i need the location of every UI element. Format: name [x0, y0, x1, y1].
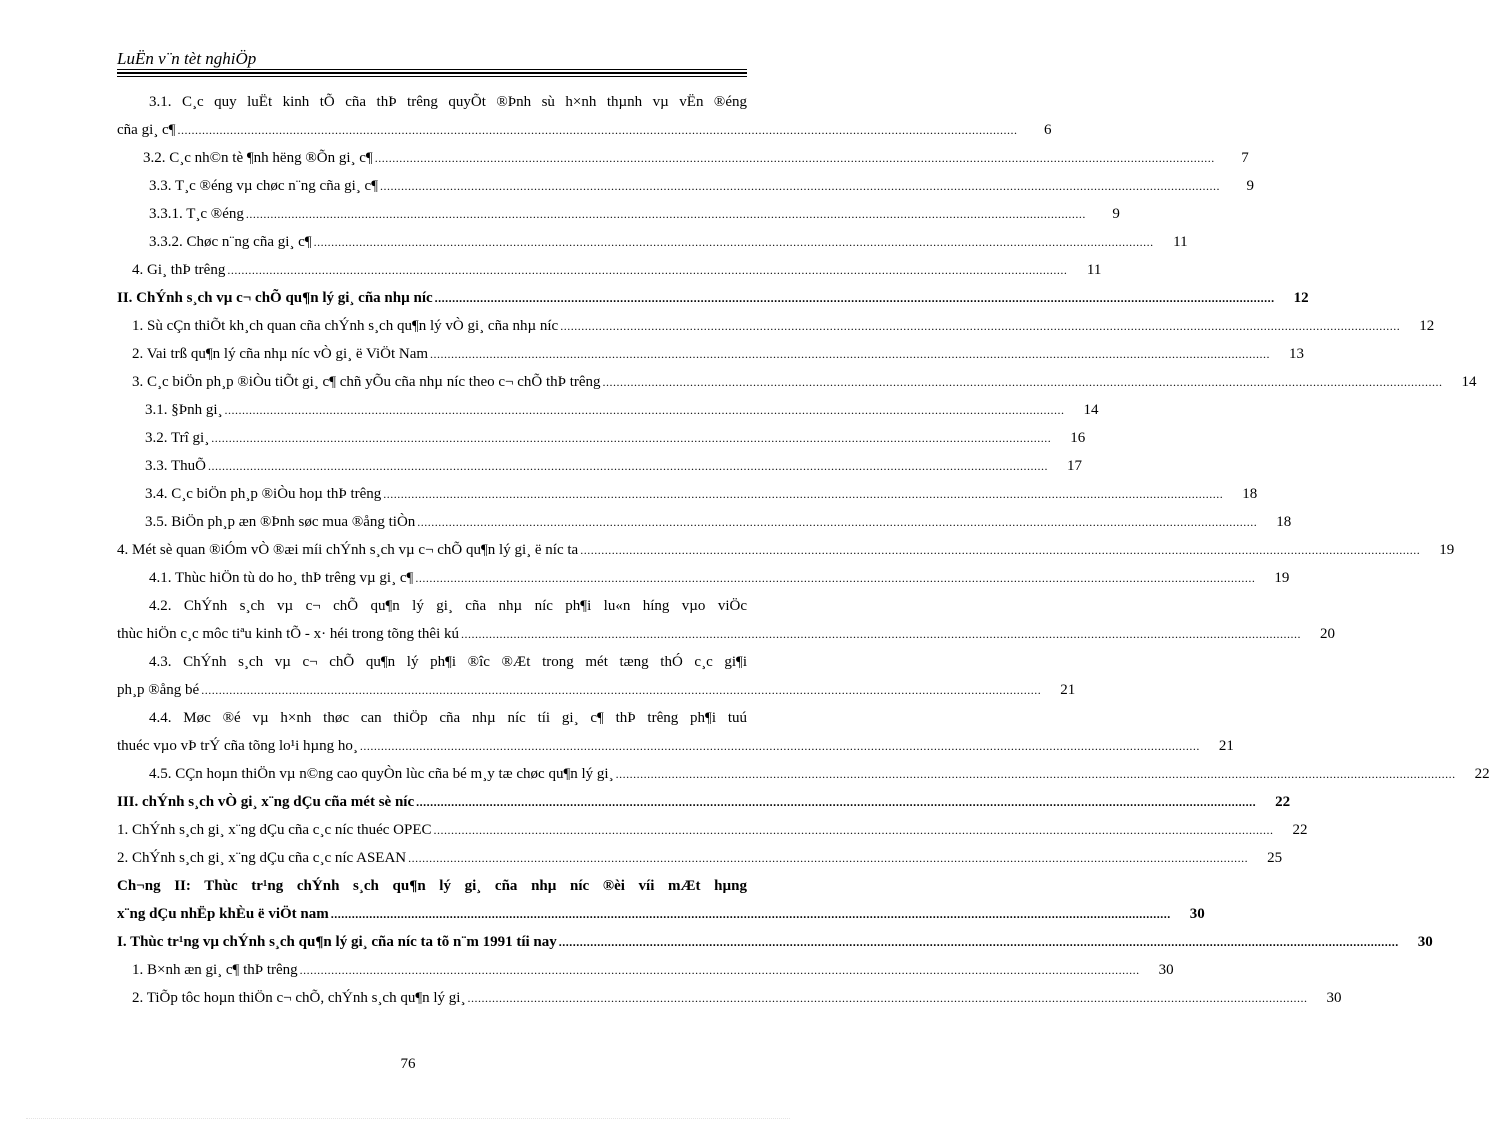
toc-dot-leader: ................................................................................................................................................................................................................................................: [416, 795, 1257, 809]
toc-page-number: 21: [1060, 682, 1076, 698]
toc-dot-leader: ................................................................................................................................................................................................................................................: [201, 683, 1042, 697]
toc-entry-line: [117, 760, 1490, 788]
toc-entry: [117, 788, 1291, 816]
toc-entry: [117, 452, 1082, 480]
toc-entry-text: 3.4. C¸c biÖn ph¸p ®iÒu hoµ thÞ trêng: [145, 486, 382, 502]
toc-page-number: 19: [1274, 570, 1290, 586]
toc-entry: [117, 872, 1205, 928]
toc-entry-text: 2. ChÝnh s¸ch gi¸ x¨ng dÇu cña c¸c níc ASEAN: [117, 850, 407, 866]
toc-entry-text: ph¸p ®ång bé: [117, 682, 200, 698]
toc-entry-text: thuéc vµo vÞ trÝ cña tõng lo¹i hµng ho¸: [117, 738, 358, 754]
toc-entry: [117, 536, 1455, 564]
toc-entry-line: [117, 256, 1102, 284]
toc-entry-text: II. ChÝnh s¸ch vµ c¬ chÕ qu¶n lý gi¸ cña nhµ níc: [117, 290, 433, 306]
toc-entry: [117, 256, 1102, 284]
toc-dot-leader: ................................................................................................................................................................................................................................................: [299, 963, 1140, 977]
toc-dot-leader: ................................................................................................................................................................................................................................................: [417, 515, 1258, 529]
toc-entry-line: [117, 312, 1435, 340]
toc-page-number: 30: [1158, 962, 1174, 978]
toc-entry-line: [117, 452, 1082, 480]
toc-entry: [117, 284, 1309, 312]
toc-entry-line: [117, 984, 1342, 1012]
toc-entry-line: [117, 788, 1291, 816]
toc-entry-text: thùc hiÖn c¸c môc tiªu kinh tÕ - x· héi trong tõng thêi kú: [117, 626, 459, 642]
toc-entry-text-first-line: 3.1. C¸c quy luËt kinh tÕ cña thÞ trêng quyÕt ®Þnh sù h×nh thµnh vµ vËn ®éng: [149, 94, 747, 110]
toc-entry-text: 1. B×nh æn gi¸ c¶ thÞ trêng: [132, 962, 298, 978]
toc-entry: [117, 508, 1292, 536]
toc-entry: [117, 648, 1076, 704]
toc-entry-text-first-line: 4.2. ChÝnh s¸ch vµ c¬ chÕ qu¶n lý gi¸ cña nhµ níc ph¶i lu«n híng vµo viÖc: [149, 598, 747, 614]
toc-entry-text: 2. TiÕp tôc hoµn thiÖn c¬ chÕ, chÝnh s¸ch qu¶n lý gi¸: [132, 990, 466, 1006]
toc-entry-line: [117, 900, 1205, 928]
toc-entry-text: cña gi¸ c¶: [117, 122, 176, 138]
toc-entry: [117, 704, 1234, 760]
toc-entry-line: [117, 536, 1455, 564]
toc-entry: [117, 312, 1435, 340]
toc-entry: [117, 844, 1283, 872]
toc-dot-leader: ................................................................................................................................................................................................................................................: [211, 431, 1052, 445]
toc-page-number: 14: [1083, 402, 1099, 418]
toc-dot-leader: ................................................................................................................................................................................................................................................: [558, 935, 1399, 949]
toc-entry: [117, 228, 1188, 256]
toc-entry-line: [117, 676, 1076, 704]
toc-entry-text: 1. Sù cÇn thiÕt kh¸ch quan cña chÝnh s¸ch qu¶n lý vÒ gi¸ cña nhµ níc: [132, 318, 559, 334]
toc-dot-leader: ................................................................................................................................................................................................................................................: [580, 543, 1421, 557]
toc-entry: [117, 816, 1308, 844]
toc-page-number: 7: [1241, 150, 1249, 166]
toc-entry-line: [117, 228, 1188, 256]
toc-entry: [117, 424, 1086, 452]
toc-page-number: 19: [1439, 542, 1455, 558]
toc-page-number: 11: [1086, 262, 1102, 278]
toc-page-number: 18: [1276, 514, 1292, 530]
toc-entry-line: [117, 172, 1254, 200]
toc-page-number: 25: [1267, 850, 1283, 866]
toc-entry-text: 3.1. §Þnh gi¸: [145, 402, 223, 418]
toc-page-number: 30: [1417, 934, 1433, 950]
toc-entry: [117, 200, 1120, 228]
toc-entry-text-first-line: 4.3. ChÝnh s¸ch vµ c¬ chÕ qu¶n lý ph¶i ®îc ®Æt trong mét tæng thÓ c¸c gi¶i: [149, 654, 747, 670]
toc-dot-leader: ................................................................................................................................................................................................................................................: [224, 403, 1065, 417]
toc-entry-text: 4. Mét sè quan ®iÓm vÒ ®æi míi chÝnh s¸ch vµ c¬ chÕ qu¶n lý gi¸ ë níc ta: [117, 542, 579, 558]
toc-page-number: 11: [1173, 234, 1188, 250]
toc-entry-line: [117, 816, 1308, 844]
toc-entry-line: [117, 340, 1305, 368]
toc-dot-leader: ................................................................................................................................................................................................................................................: [207, 459, 1048, 473]
toc-entry-text: 3.2. C¸c nh©n tè ¶nh hëng ®Õn gi¸ c¶: [143, 150, 373, 166]
toc-page-number: 17: [1066, 458, 1082, 474]
toc-entry: [117, 592, 1335, 648]
toc-entry-text: 4.5. CÇn hoµn thiÖn vµ n©ng cao quyÒn lùc cña bé m¸y tæ chøc qu¶n lý gi¸: [149, 766, 614, 782]
toc-page-number: 18: [1242, 486, 1258, 502]
toc-entry: [117, 480, 1258, 508]
toc-entry: [117, 172, 1254, 200]
toc-page-number: 9: [1246, 178, 1254, 194]
toc-entry-line: [117, 956, 1174, 984]
toc-entry: [117, 368, 1477, 396]
toc-entry-text: 4.1. Thùc hiÖn tù do ho¸ thÞ trêng vµ gi¸ c¶: [149, 570, 414, 586]
toc-page-number: 30: [1189, 906, 1205, 922]
header-rule: [117, 69, 747, 70]
toc-entry-line: [117, 732, 1234, 760]
toc-dot-leader: ................................................................................................................................................................................................................................................: [615, 767, 1456, 781]
toc-entry-text: 3.3.1. T¸c ®éng: [149, 206, 244, 222]
toc-dot-leader: ................................................................................................................................................................................................................................................: [245, 207, 1086, 221]
toc-dot-leader: ................................................................................................................................................................................................................................................: [374, 151, 1215, 165]
toc-dot-leader: ................................................................................................................................................................................................................................................: [359, 739, 1200, 753]
toc-entry-text: 1. ChÝnh s¸ch gi¸ x¨ng dÇu cña c¸c níc thuéc OPEC: [117, 822, 432, 838]
toc-entry-text: 3.3. T¸c ®éng vµ chøc n¨ng cña gi¸ c¶: [149, 178, 378, 194]
header-rule: [117, 72, 747, 74]
toc-entry-text: III. chÝnh s¸ch vÒ gi¸ x¨ng dÇu cña mét sè níc: [117, 794, 415, 810]
toc-entry-text: 3. C¸c biÖn ph¸p ®iÒu tiÕt gi¸ c¶ chñ yÕu cña nhµ níc theo c¬ chÕ thÞ trêng: [132, 374, 601, 390]
toc-entry-text: I. Thùc tr¹ng vµ chÝnh s¸ch qu¶n lý gi¸ cña níc ta tõ n¨m 1991 tíi nay: [117, 934, 557, 950]
toc-entry-line: [117, 844, 1283, 872]
toc-entry-line: [117, 928, 1433, 956]
toc-entry: [117, 956, 1174, 984]
toc-dot-leader: ................................................................................................................................................................................................................................................: [461, 627, 1301, 641]
toc-dot-leader: ................................................................................................................................................................................................................................................: [313, 235, 1154, 249]
toc-dot-leader: ................................................................................................................................................................................................................................................: [560, 319, 1401, 333]
toc-entry-text: 3.3.2. Chøc n¨ng cña gi¸ c¶: [149, 234, 312, 250]
toc-entry: [117, 760, 1490, 788]
toc-entry-line: [117, 564, 1290, 592]
toc-entry-text: 2. Vai trß qu¶n lý cña nhµ níc vÒ gi¸ ë ViÖt Nam: [132, 346, 429, 362]
toc-entry-text: 3.3. ThuÕ: [145, 458, 206, 474]
page-bottom-border: [26, 1118, 790, 1119]
toc-entry-text: x¨ng dÇu nhËp khÈu ë viÖt nam: [117, 906, 329, 922]
toc-page-number: 13: [1289, 346, 1305, 362]
toc-page-number: 6: [1043, 122, 1052, 138]
toc-entry-line: [117, 620, 1335, 648]
toc-dot-leader: ................................................................................................................................................................................................................................................: [379, 179, 1220, 193]
toc-entry-line: [117, 424, 1086, 452]
toc-page-number: 20: [1320, 626, 1335, 642]
toc-entry-text: 3.2. Trî gi¸: [145, 430, 210, 446]
toc-entry-line: [117, 116, 1052, 144]
toc-entry: [117, 144, 1249, 172]
toc-dot-leader: ................................................................................................................................................................................................................................................: [330, 907, 1171, 921]
toc-entry-line: [117, 396, 1099, 424]
toc-dot-leader: ................................................................................................................................................................................................................................................: [433, 823, 1274, 837]
toc-page-number: 22: [1275, 794, 1291, 810]
toc-entry-line: [117, 480, 1258, 508]
toc-entry: [117, 564, 1290, 592]
page-number: 76: [400, 1056, 416, 1072]
toc-entry-text-first-line: 4.4. Møc ®é vµ h×nh thøc can thiÖp cña nhµ níc tíi gi¸ c¶ thÞ trêng ph¶i tuú: [149, 710, 747, 726]
toc-page-number: 12: [1419, 318, 1435, 334]
toc-dot-leader: ................................................................................................................................................................................................................................................: [434, 291, 1275, 305]
toc-dot-leader: ................................................................................................................................................................................................................................................: [383, 487, 1224, 501]
toc-entry: [117, 928, 1433, 956]
toc-entry: [117, 340, 1305, 368]
toc-page-number: 12: [1293, 290, 1309, 306]
toc-page-number: 16: [1070, 430, 1086, 446]
toc-dot-leader: ................................................................................................................................................................................................................................................: [227, 263, 1068, 277]
toc-entry: [117, 396, 1099, 424]
toc-entry-line: [117, 200, 1120, 228]
toc-entry-text: 4. Gi¸ thÞ trêng: [132, 262, 226, 278]
toc-dot-leader: ................................................................................................................................................................................................................................................: [430, 347, 1271, 361]
toc-dot-leader: ................................................................................................................................................................................................................................................: [408, 851, 1249, 865]
running-header-title: LuËn v¨n tèt nghiÖp: [117, 49, 257, 68]
toc-entry-line: [117, 284, 1309, 312]
toc-page-number: 22: [1292, 822, 1308, 838]
toc-entry: [117, 88, 1052, 144]
toc-page-number: 14: [1461, 374, 1477, 390]
toc-dot-leader: ................................................................................................................................................................................................................................................: [467, 991, 1308, 1005]
toc-dot-leader: ................................................................................................................................................................................................................................................: [177, 123, 1018, 137]
toc-entry: [117, 984, 1342, 1012]
toc-dot-leader: ................................................................................................................................................................................................................................................: [415, 571, 1256, 585]
toc-entry-text: 3.5. BiÖn ph¸p æn ®Þnh søc mua ®ång tiÒn: [145, 514, 416, 530]
toc-entry-line: [117, 144, 1249, 172]
header-rule: [117, 76, 747, 77]
toc-dot-leader: ................................................................................................................................................................................................................................................: [602, 375, 1443, 389]
toc-entry-text-first-line: Ch¬ng II: Thùc tr¹ng chÝnh s¸ch qu¶n lý gi¸ cña nhµ níc ®èi víi mÆt hµng: [117, 878, 747, 894]
toc-page-number: 9: [1112, 206, 1120, 222]
toc-page-number: 30: [1326, 990, 1342, 1006]
toc-entry-line: [117, 508, 1292, 536]
toc-entry-line: [117, 368, 1477, 396]
toc-page-number: 22: [1474, 766, 1490, 782]
toc-page-number: 21: [1218, 738, 1234, 754]
